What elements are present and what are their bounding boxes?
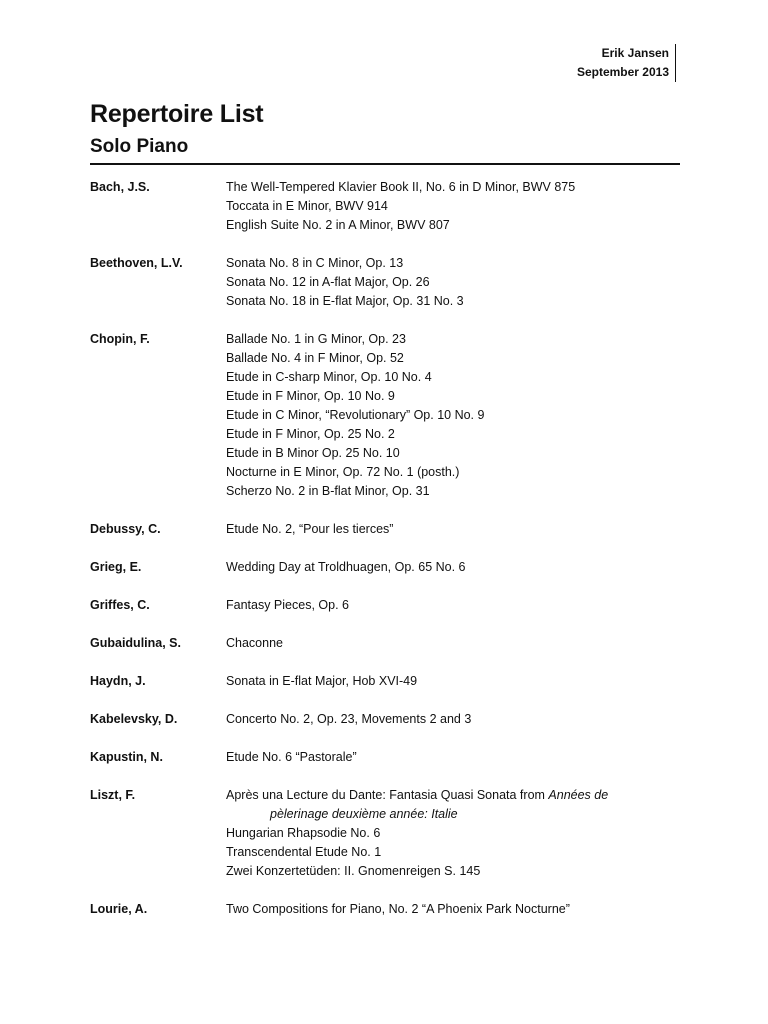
works-list bbox=[226, 786, 690, 881]
works-list bbox=[226, 900, 690, 919]
composer-entry-lourie bbox=[90, 900, 690, 919]
work-item: Transcendental Etude No. 1 bbox=[226, 845, 382, 859]
composer-name: Kabelevsky, D. bbox=[90, 712, 178, 726]
composer-entry bbox=[90, 710, 690, 729]
author-name: Erik Jansen bbox=[601, 46, 669, 60]
work-item: Etude No. 6 “Pastorale” bbox=[226, 750, 357, 764]
work-item: Etude in B Minor Op. 25 No. 10 bbox=[226, 446, 400, 460]
work-item: Sonata No. 8 in C Minor, Op. 13 bbox=[226, 256, 404, 270]
works-list bbox=[226, 558, 690, 577]
work-item-continuation: pèlerinage deuxième année: Italie bbox=[270, 807, 458, 821]
work-item: Sonata in E-flat Major, Hob XVI-49 bbox=[226, 674, 418, 688]
works-list bbox=[226, 672, 690, 691]
work-item: Etude in C-sharp Minor, Op. 10 No. 4 bbox=[226, 370, 432, 384]
work-item: Scherzo No. 2 in B-flat Minor, Op. 31 bbox=[226, 484, 430, 498]
works-list bbox=[226, 634, 690, 653]
composer-entry bbox=[90, 558, 690, 577]
work-item: Etude in F Minor, Op. 10 No. 9 bbox=[226, 389, 395, 403]
composer-entry bbox=[90, 672, 690, 691]
work-item: Sonata No. 18 in E-flat Major, Op. 31 No. 3 bbox=[226, 294, 464, 308]
work-item: Zwei Konzertetüden: II. Gnomenreigen S. 145 bbox=[226, 864, 481, 878]
work-item: Two Compositions for Piano, No. 2 “A Phoenix Park Nocturne” bbox=[226, 902, 570, 916]
work-item: Hungarian Rhapsodie No. 6 bbox=[226, 826, 381, 840]
composer-entry bbox=[90, 254, 690, 311]
page-title: Repertoire List bbox=[90, 100, 264, 128]
work-item: Chaconne bbox=[226, 636, 283, 650]
composer-name: Griffes, C. bbox=[90, 598, 150, 612]
composer-entry bbox=[90, 634, 690, 653]
work-item: Toccata in E Minor, BWV 914 bbox=[226, 199, 388, 213]
work-item: Ballade No. 4 in F Minor, Op. 52 bbox=[226, 351, 404, 365]
composer-name: Grieg, E. bbox=[90, 560, 142, 574]
works-list bbox=[226, 254, 690, 311]
works-list bbox=[226, 748, 690, 767]
works-list bbox=[226, 330, 690, 501]
composer-entry bbox=[90, 520, 690, 539]
work-item: Etude No. 2, “Pour les tierces” bbox=[226, 522, 394, 536]
work-item: Sonata No. 12 in A-flat Major, Op. 26 bbox=[226, 275, 430, 289]
work-item: Wedding Day at Troldhuagen, Op. 65 No. 6 bbox=[226, 560, 466, 574]
title-divider bbox=[90, 163, 680, 165]
composer-name: Chopin, F. bbox=[90, 332, 150, 346]
work-item: Concerto No. 2, Op. 23, Movements 2 and 3 bbox=[226, 712, 472, 726]
composer-entry-liszt bbox=[90, 786, 690, 881]
works-list bbox=[226, 710, 690, 729]
composer-list bbox=[90, 178, 690, 767]
work-item bbox=[226, 786, 690, 805]
page-subtitle: Solo Piano bbox=[90, 136, 189, 157]
document-header bbox=[577, 44, 676, 82]
composer-entry bbox=[90, 330, 690, 501]
composer-name: Debussy, C. bbox=[90, 522, 161, 536]
work-item: Ballade No. 1 in G Minor, Op. 23 bbox=[226, 332, 406, 346]
composer-entry bbox=[90, 178, 690, 235]
work-text: Après una Lecture du Dante: Fantasia Quasi Sonata from bbox=[226, 788, 549, 802]
composer-name: Haydn, J. bbox=[90, 674, 146, 688]
composer-name: Lourie, A. bbox=[90, 902, 148, 916]
composer-entry bbox=[90, 596, 690, 615]
composer-entry bbox=[90, 748, 690, 767]
work-italic-text: Années de bbox=[548, 788, 609, 802]
composer-name: Beethoven, L.V. bbox=[90, 256, 183, 270]
work-item: English Suite No. 2 in A Minor, BWV 807 bbox=[226, 218, 450, 232]
composer-name: Bach, J.S. bbox=[90, 180, 150, 194]
works-list bbox=[226, 596, 690, 615]
work-item: Etude in C Minor, “Revolutionary” Op. 10 No. 9 bbox=[226, 408, 485, 422]
composer-name: Gubaidulina, S. bbox=[90, 636, 181, 650]
works-list bbox=[226, 178, 690, 235]
work-item: The Well-Tempered Klavier Book II, No. 6 in D Minor, BWV 875 bbox=[226, 180, 576, 194]
work-item: Nocturne in E Minor, Op. 72 No. 1 (posth.) bbox=[226, 465, 460, 479]
composer-name: Kapustin, N. bbox=[90, 750, 163, 764]
work-item: Etude in F Minor, Op. 25 No. 2 bbox=[226, 427, 395, 441]
repertoire-list bbox=[90, 178, 690, 938]
document-date: September 2013 bbox=[576, 65, 669, 79]
composer-name: Liszt, F. bbox=[90, 788, 136, 802]
work-item: Fantasy Pieces, Op. 6 bbox=[226, 598, 349, 612]
works-list bbox=[226, 520, 690, 539]
